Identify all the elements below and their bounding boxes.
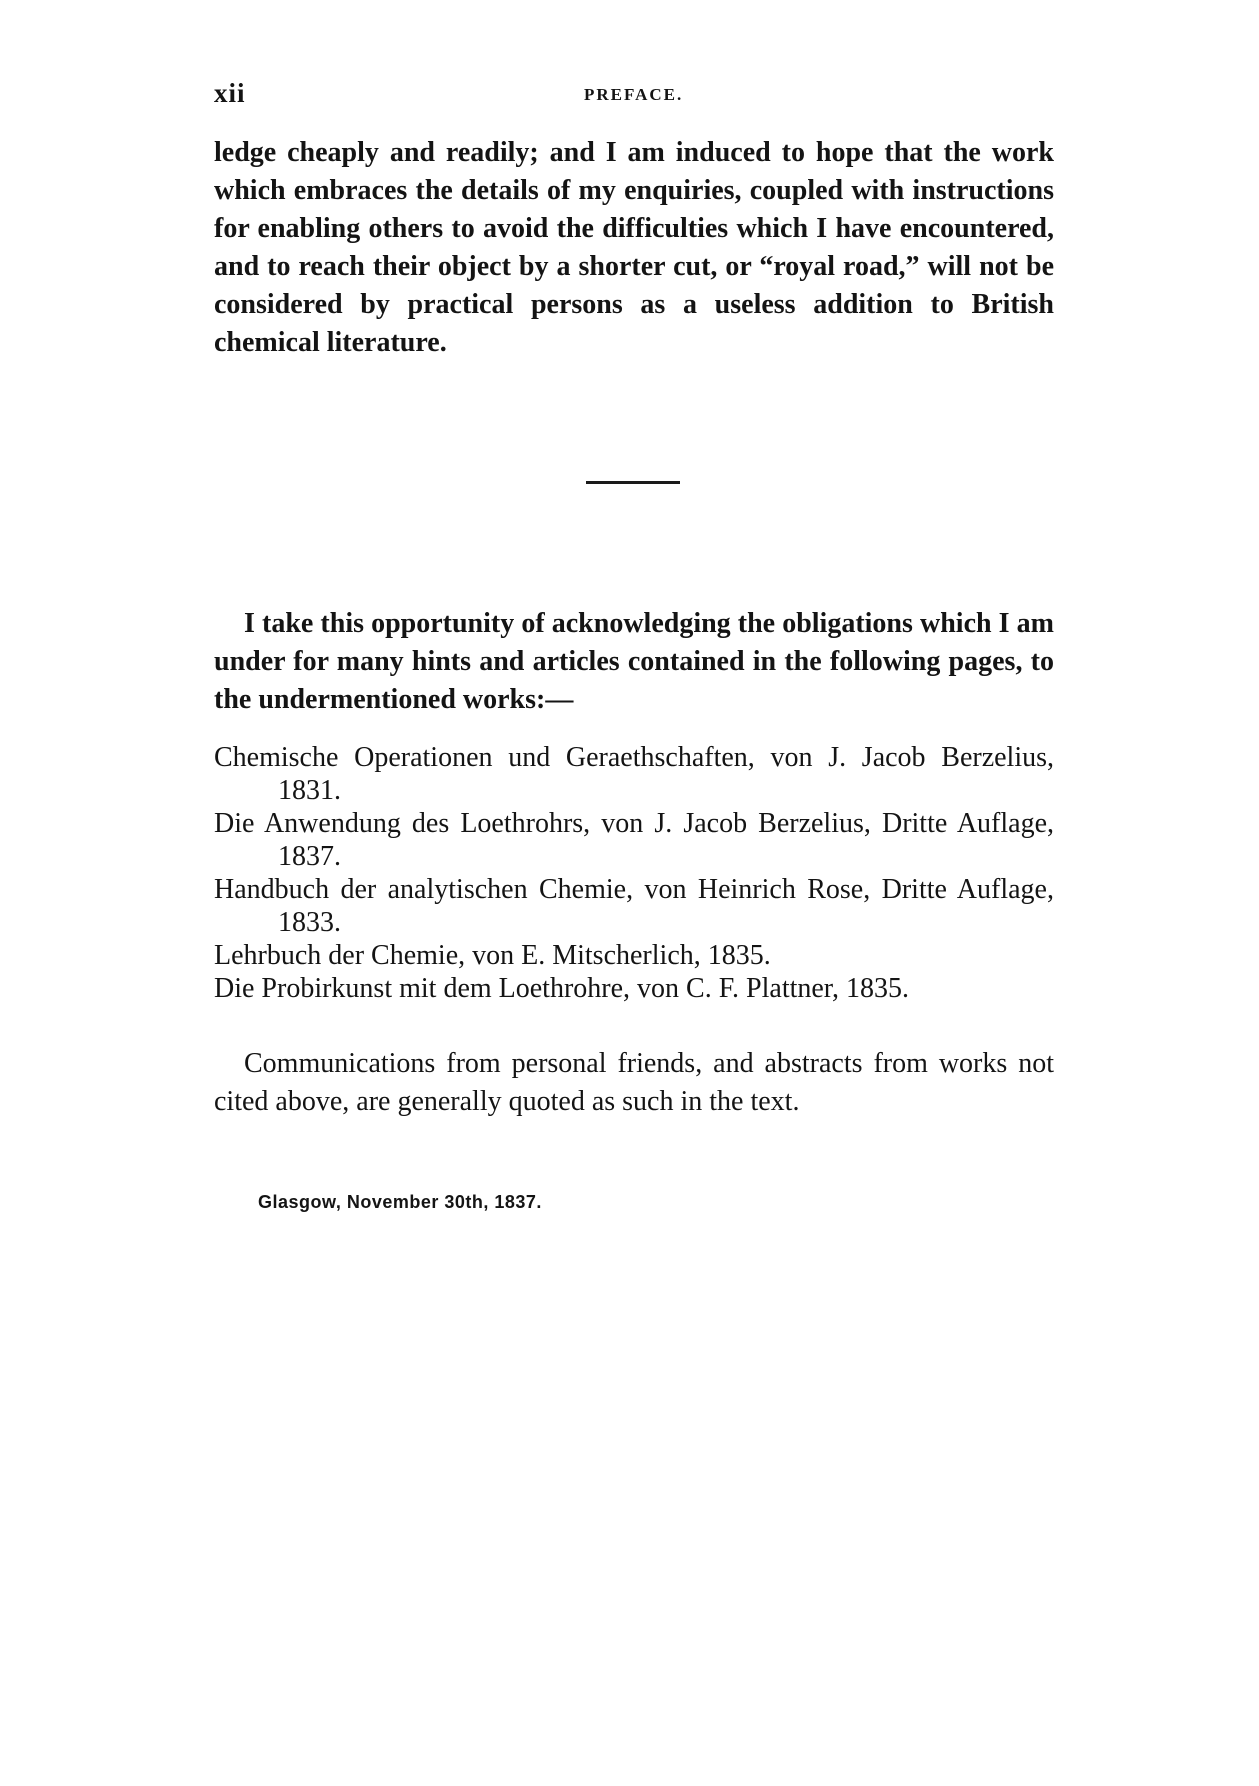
paragraph-text: I take this opportunity of acknowledging the obligations which I am under for many hints and articles contained in the following pages, to the undermentioned works:— — [214, 608, 1054, 715]
list-item: Die Probirkunst mit dem Loethrohre, von C. F. Plattner, 1835. — [214, 973, 910, 1004]
dateline: Glasgow, November 30th, 1837. — [258, 1192, 542, 1212]
list-item: Handbuch der analytischen Chemie, von Heinrich Rose, Dritte Auflage, 1833. — [214, 874, 1054, 938]
list-item: Die Anwendung des Loethrohrs, von J. Jacob Berzelius, Dritte Auflage, 1837. — [214, 808, 1054, 872]
acknowledgement-paragraph — [214, 605, 1054, 719]
page-header — [214, 78, 1054, 108]
preface-paragraph-continued — [214, 134, 1054, 362]
list-item: Lehrbuch der Chemie, von E. Mitscherlich, 1835. — [214, 940, 771, 971]
page-number: xii — [214, 78, 246, 108]
list-item: Chemische Operationen und Geraethschaften, von J. Jacob Berzelius, 1831. — [214, 742, 1054, 806]
paragraph-text: Communications from personal friends, and abstracts from works not cited above, are generally quoted as such in the text. — [214, 1048, 1054, 1117]
section-divider — [586, 481, 680, 484]
cited-works-list — [214, 741, 1054, 1005]
paragraph-text: ledge cheaply and readily; and I am induced to hope that the work which embraces the details of my enquiries, coupled with instructions for enabling others to avoid the difficulties which I have encountered, and to reach their object by a shorter cut, or “royal road,” will not be considered by practical persons as a useless addition to British chemical literature. — [214, 137, 1054, 358]
communications-paragraph — [214, 1045, 1054, 1121]
running-title: PREFACE. — [584, 85, 684, 104]
